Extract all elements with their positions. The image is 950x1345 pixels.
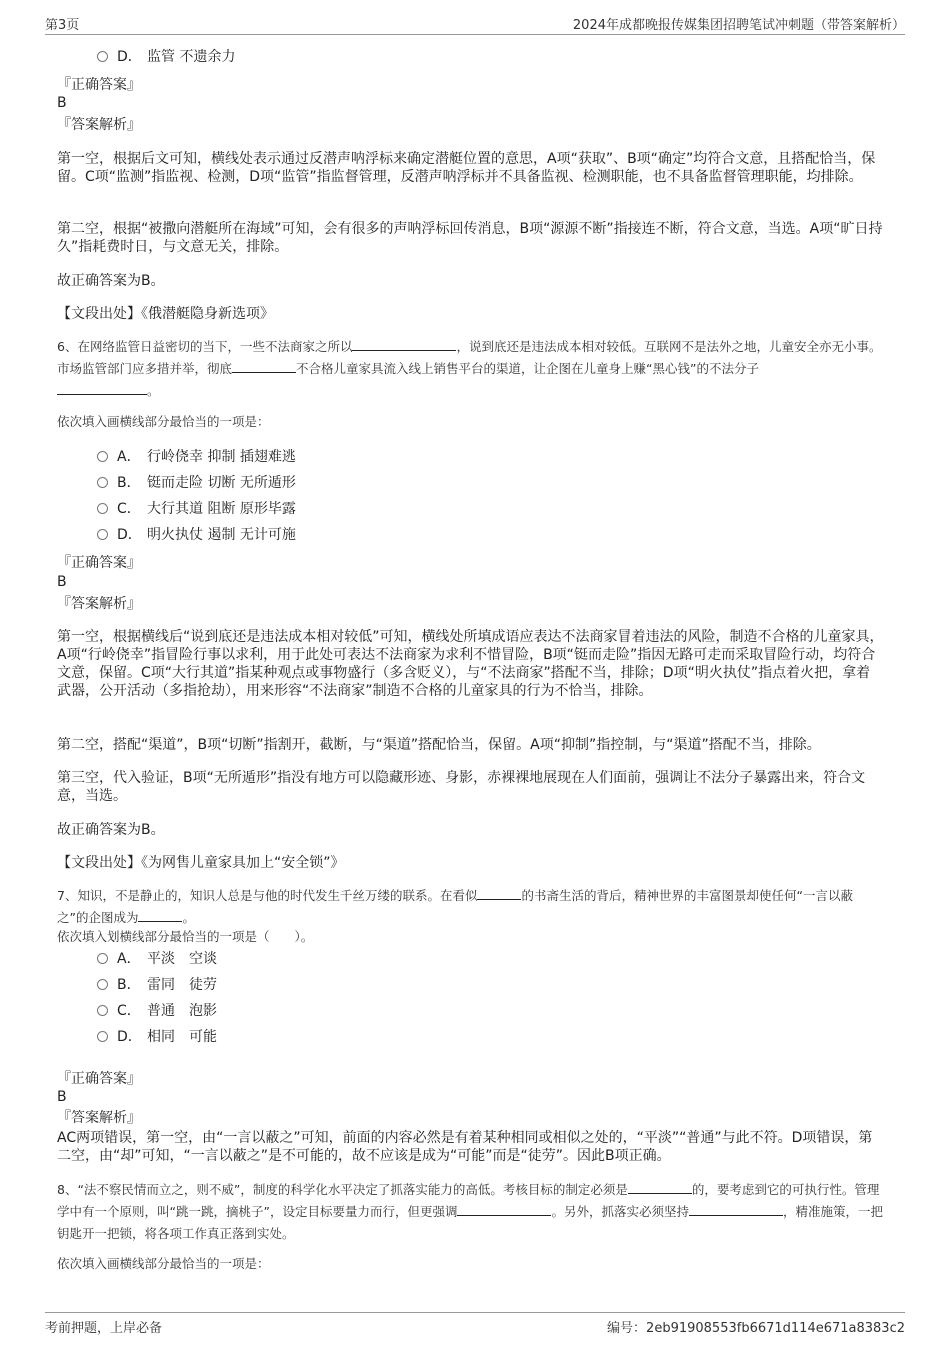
document-title: 2024年成都晚报传媒集团招聘笔试冲刺题（带答案解析）	[572, 18, 905, 33]
q6-analysis-para2: 第二空，搭配“渠道”，B项“切断”指割开，截断，与“渠道”搭配恰当，保留。A项“抑制”指控制，与“渠道”搭配不当，排除。	[57, 737, 821, 753]
q6-option-b[interactable]: B． 铤而走险 切断 无所遁形	[97, 473, 296, 493]
q5-option-d[interactable]: D． 监管 不遗余力	[97, 47, 235, 67]
q6-stem: 6、在网络监管日益密切的当下，一些不法商家之所以 ，说到底还是违法成本相对较低。互联网不是法外之地，儿童安全亦无小事。市场监管部门应多措并举，彻底 不合格儿童家具流入线上销售平台的渠道，让企图在儿童身上赚“黑心钱”的不法分子 。	[57, 339, 882, 398]
q6-source: 【文段出处】《为网售儿童家具加上“安全锁”》	[57, 855, 345, 871]
footer-slogan: 考前押题，上岸必备	[45, 1321, 163, 1336]
q7-option-d[interactable]: D． 相同 可能	[97, 1027, 217, 1047]
blank-1	[352, 338, 456, 351]
q5-conclusion: 故正确答案为B。	[57, 273, 165, 289]
q5-answer-label: 『正确答案』	[57, 77, 141, 93]
radio-icon[interactable]	[97, 1031, 108, 1042]
radio-icon[interactable]	[97, 529, 108, 540]
q6-analysis-para3: 第三空，代入验证，B项“无所遁形”指没有地方可以隐藏形迹、身影，赤裸裸地展现在人们面前，强调让不法分子暴露出来，符合文意，当选。	[57, 770, 866, 804]
radio-icon[interactable]	[97, 979, 108, 990]
q5-answer: B	[57, 95, 67, 111]
radio-icon[interactable]	[97, 953, 108, 964]
q7-answer: B	[57, 1089, 67, 1105]
q6-option-c[interactable]: C． 大行其道 阻断 原形毕露	[97, 499, 296, 519]
page-footer	[45, 1312, 905, 1337]
radio-icon[interactable]	[97, 451, 108, 462]
blank-3	[57, 382, 147, 395]
blank-2	[457, 1203, 551, 1216]
q8-stem: 8、“法不察民情而立之，则不威”，制度的科学化水平决定了抓落实能力的高低。考核目标的制定必须是 的，要考虑到它的可执行性。管理学中有一个原则，叫“跳一跳，摘桃子”，设定目标要量力而行，但更强调 。另外，抓落实必须坚持 ，精准施策，一把钥匙开一把锁，将各项工作真正落到实处。	[57, 1182, 883, 1241]
q7-stem: 7、知识，不是静止的，知识人总是与他的时代发生千丝万缕的联系。在看似 的书斋生活的背后，精神世界的丰富图景却使任何“一言以蔽之”的企图成为 。	[57, 888, 853, 925]
q6-prompt: 依次填入画横线部分最恰当的一项是：	[57, 414, 270, 429]
radio-icon[interactable]	[97, 51, 108, 62]
q7-prompt: 依次填入划横线部分最恰当的一项是（ ）。	[57, 929, 314, 944]
page-header	[45, 12, 905, 35]
page-number: 第3页	[45, 18, 80, 33]
q6-option-a[interactable]: A． 行岭侥幸 抑制 插翅难逃	[97, 447, 296, 467]
q5-analysis-para2: 第二空，根据“被撒向潜艇所在海域”可知，会有很多的声呐浮标回传消息，B项“源源不断”指接连不断，符合文意，当选。A项“旷日持久”指耗费时日，与文意无关，排除。	[57, 221, 883, 255]
radio-icon[interactable]	[97, 477, 108, 488]
q6-analysis-para1: 第一空，根据横线后“说到底还是违法成本相对较低”可知，横线处所填成语应表达不法商家冒着违法的风险，制造不合格的儿童家具，A项“行岭侥幸”指冒险行事以求利，用于此处可表达不法商家为求利不惜冒险，B项“铤而走险”指因无路可走而采取冒险行动，均符合文意，保留。C项“大行其道”指某种观点或事物盛行（多含贬义），与“不法商家”搭配不当，排除；D项“明火执仗”指点着火把，拿着武器，公开活动（多指抢劫），用来形容“不法商家”制造不合格的儿童家具的行为不恰当，排除。	[57, 629, 884, 699]
q5-analysis-label: 『答案解析』	[57, 117, 141, 133]
q8-prompt: 依次填入画横线部分最恰当的一项是：	[57, 1256, 270, 1271]
q6-answer-label: 『正确答案』	[57, 555, 141, 571]
q5-analysis-para1: 第一空，根据后文可知，横线处表示通过反潜声呐浮标来确定潜艇位置的意思，A项“获取”、B项“确定”均符合文意，且搭配恰当，保留。C项“监测”指监视、检测，D项“监管”指监督管理，反潜声呐浮标并不具备监视、检测职能，也不具备监督管理职能，均排除。	[57, 151, 876, 185]
q7-option-c[interactable]: C． 普通 泡影	[97, 1001, 217, 1021]
blank-2	[232, 360, 296, 373]
blank-1	[477, 887, 521, 900]
q6-conclusion: 故正确答案为B。	[57, 822, 165, 838]
radio-icon[interactable]	[97, 1005, 108, 1016]
q7-answer-label: 『正确答案』	[57, 1071, 141, 1087]
q6-analysis-label: 『答案解析』	[57, 596, 141, 612]
q7-analysis-label: 『答案解析』	[57, 1110, 141, 1126]
blank-3	[689, 1203, 783, 1216]
q6-answer: B	[57, 574, 67, 590]
q7-option-b[interactable]: B． 雷同 徒劳	[97, 975, 217, 995]
radio-icon[interactable]	[97, 503, 108, 514]
document-code: 编号：2eb91908553fb6671d114e671a8383c2	[607, 1321, 905, 1336]
blank-2	[138, 909, 182, 922]
q7-option-a[interactable]: A． 平淡 空谈	[97, 949, 217, 969]
q5-source: 【文段出处】《俄潜艇隐身新选项》	[57, 306, 274, 322]
q6-option-d[interactable]: D． 明火执仗 遏制 无计可施	[97, 525, 296, 545]
blank-1	[628, 1181, 692, 1194]
q7-analysis: AC两项错误，第一空，由“一言以蔽之”可知，前面的内容必然是有着某种相同或相似之处的，“平淡”“普通”与此不符。D项错误，第二空，由“却”可知，“一言以蔽之”是不可能的，故不应该是成为“可能”而是“徒劳”。因此B项正确。	[57, 1130, 873, 1164]
